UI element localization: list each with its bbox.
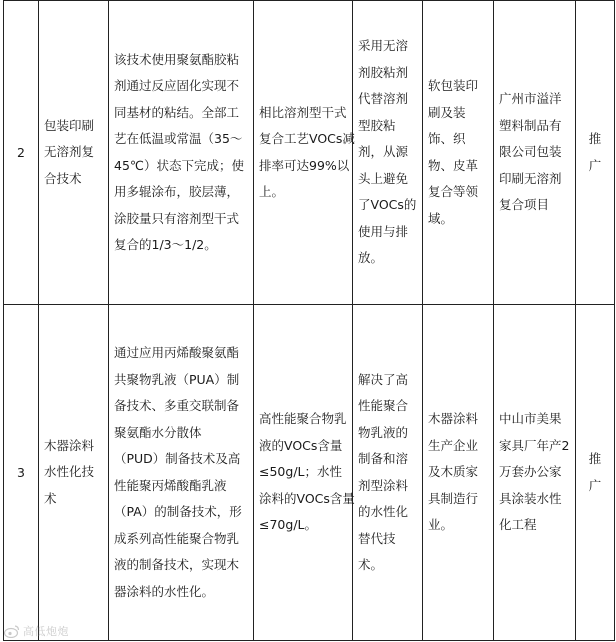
table-row — [4, 1, 615, 305]
row-number: 3 — [4, 305, 39, 641]
technology-feature: 解决了高 性能聚合 物乳液的 制备和溶 剂型涂料 的水性化 替代技 术。 — [358, 371, 409, 572]
typical-case: 中山市美果 家具厂年产2 万套办公家 具涂装水性 化工程 — [499, 411, 570, 533]
emission-effect: 高性能聚合物乳 液的VOCs含量 ≤50g/L；水性 涂料的VOCs含量 ≤70g/L。 — [259, 411, 355, 533]
technology-table — [3, 0, 615, 641]
technology-type: 推 广 — [588, 131, 602, 173]
technology-description: 该技术使用聚氨酯胶粘 剂通过反应固化实现不 同基材的粘结。全部工 艺在低温或常温（35～ 45℃）状态下完成；使 用多辊涂布，胶层薄， 涂胶量只有溶剂型干式 复合的1/3～1/2。 — [114, 51, 244, 252]
technology-name: 包装印刷 无溶剂复 合技术 — [44, 117, 95, 186]
technology-name: 木器涂料 水性化技 术 — [44, 437, 95, 506]
emission-effect: 相比溶剂型干式 复合工艺VOCs减 排率可达99%以 上。 — [259, 104, 355, 199]
watermark — [4, 622, 69, 640]
application-scope: 木器涂料 生产企业 及木质家 具制造行 业。 — [428, 411, 479, 533]
technology-feature: 采用无溶 剂胶粘剂 代替溶剂 型胶粘 剂，从源 头上避免 了VOCs的 使用与排 放。 — [358, 38, 417, 266]
table-row — [4, 305, 615, 641]
watermark-text: 高低炮炮 — [23, 625, 69, 638]
row-number: 2 — [4, 1, 39, 305]
weibo-icon — [4, 624, 20, 638]
typical-case: 广州市溢洋 塑料制品有 限公司包装 印刷无溶剂 复合项目 — [499, 91, 562, 213]
technology-type: 推 广 — [588, 451, 602, 493]
technology-description: 通过应用丙烯酸聚氨酯 共聚物乳液（PUA）制 备技术、多重交联制备 聚氨酯水分散体 （PUD）制备技术及高 性能聚丙烯酸酯乳液 （PA）的制备技术，形 成系列高性能聚合物乳 液的制备技术，实现木 器涂料的水性化。 — [114, 345, 242, 599]
application-scope: 软包装印 刷及装 饰、织 物、皮革 复合等领 域。 — [428, 78, 479, 226]
